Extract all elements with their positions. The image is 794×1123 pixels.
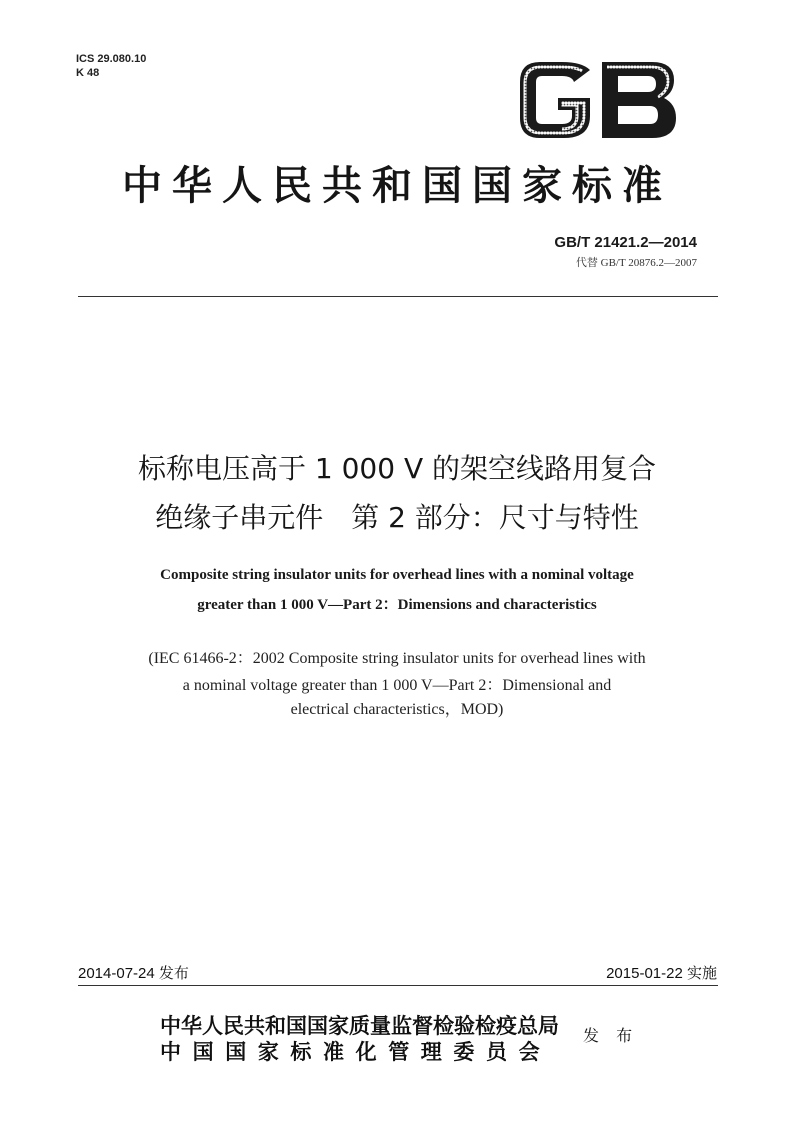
chinese-title-line-1: 标称电压高于 1 000 V 的架空线路用复合 — [137, 452, 656, 485]
iec-reference-line-3: electrical characteristics，MOD) — [290, 701, 504, 718]
replaced-standard: 代替 GB/T 20876.2—2007 — [575, 257, 697, 269]
issuer-aqsiq: 中华人民共和国国家质量监督检验检疫总局 — [160, 1013, 559, 1038]
issue-date: 2014-07-24 发布 — [78, 965, 189, 982]
english-title-line-2: greater than 1 000 V—Part 2：Dimensions and characteristics — [197, 597, 597, 613]
ics-code: ICS 29.080.10 — [76, 53, 147, 65]
standard-number: GB/T 21421.2—2014 — [554, 234, 697, 251]
national-standard-title: 中华人民共和国国家标准 — [122, 162, 672, 209]
gb-logo — [512, 58, 680, 142]
classification-codes — [76, 52, 146, 80]
iec-reference-line-1: (IEC 61466-2：2002 Composite string insulator units for overhead lines with — [148, 650, 646, 667]
iec-reference-line-2: a nominal voltage greater than 1 000 V—Part 2：Dimensional and — [182, 677, 612, 694]
issuer-sac: 中国国家标准化管理委员会 — [160, 1039, 552, 1064]
header-divider — [78, 296, 718, 297]
footer-divider — [78, 985, 718, 986]
publish-label: 发 布 — [583, 1026, 639, 1045]
english-title-line-1: Composite string insulator units for overhead lines with a nominal voltage — [160, 567, 634, 583]
classification-code: K 48 — [76, 67, 100, 79]
implementation-date: 2015-01-22 实施 — [606, 965, 717, 982]
chinese-title-line-2: 绝缘子串元件 第 2 部分：尺寸与特性 — [155, 501, 639, 534]
